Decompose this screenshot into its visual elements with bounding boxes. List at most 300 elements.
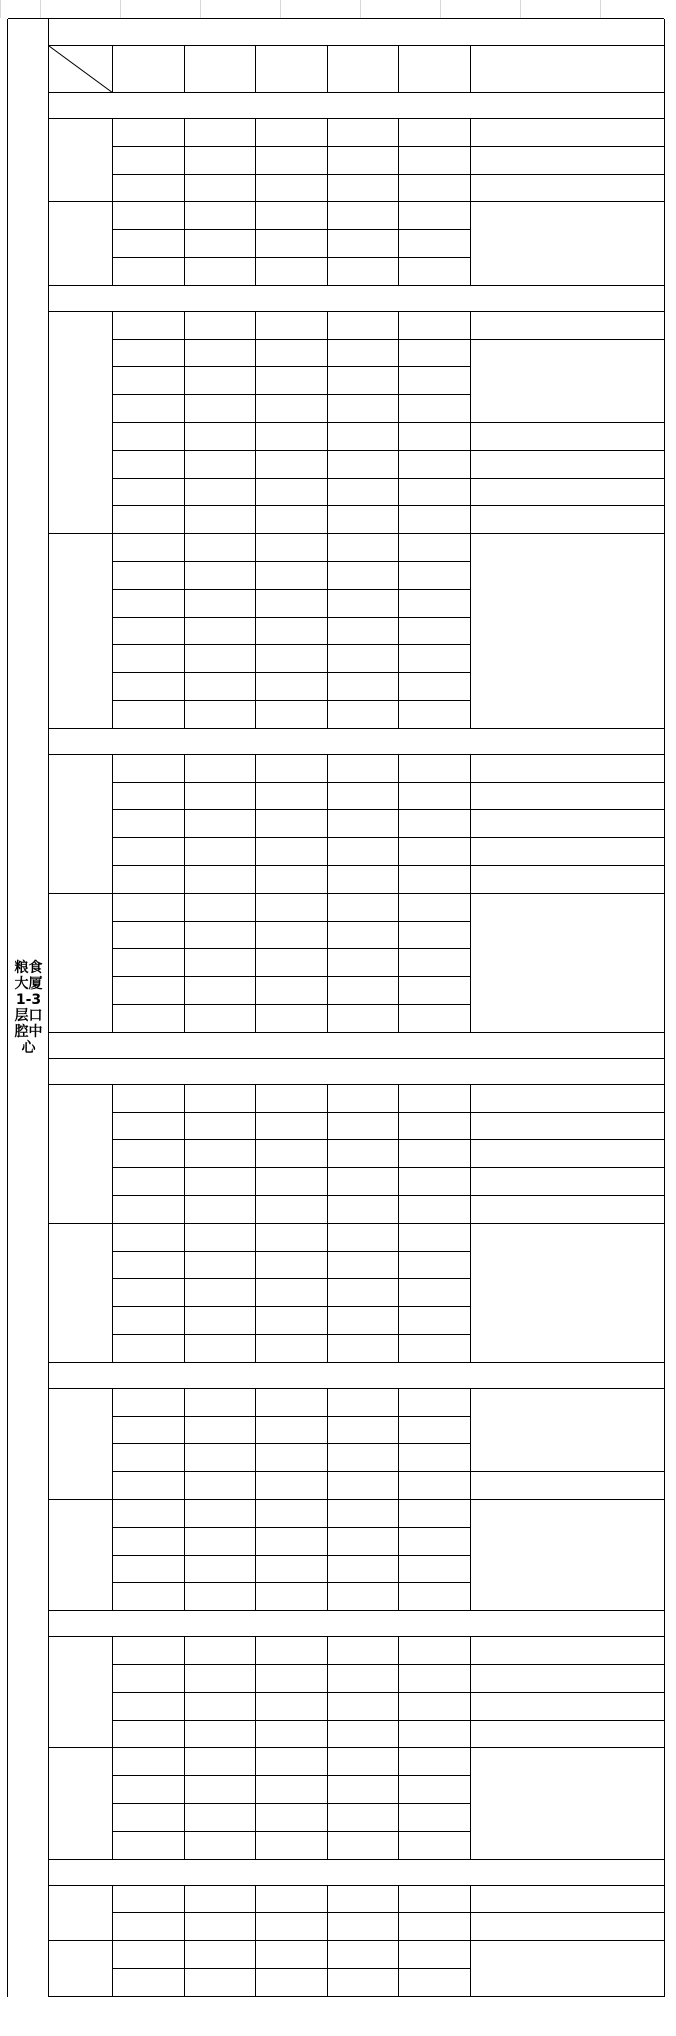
saturday-cell bbox=[471, 1721, 664, 1749]
doctor-cell bbox=[399, 1665, 471, 1693]
doctor-cell bbox=[399, 147, 471, 175]
doctor-cell bbox=[399, 1941, 471, 1969]
doctor-cell bbox=[399, 119, 471, 147]
grid-line bbox=[184, 312, 185, 534]
building-label-line: 腔中 bbox=[14, 1023, 43, 1040]
saturday-cell bbox=[471, 1113, 664, 1141]
grid-line bbox=[470, 534, 471, 729]
doctor-cell bbox=[185, 451, 257, 479]
grid-line bbox=[112, 1500, 113, 1611]
sheet-gridline bbox=[520, 0, 521, 18]
doctor-cell bbox=[399, 894, 471, 922]
doctor-cell bbox=[113, 1140, 185, 1168]
doctor-cell bbox=[399, 673, 471, 701]
doctor-cell bbox=[185, 147, 257, 175]
grid-line bbox=[184, 1941, 185, 1997]
saturday-cell bbox=[471, 1168, 664, 1196]
doctor-cell bbox=[113, 202, 185, 230]
grid-line bbox=[398, 312, 399, 534]
sheet-gridline bbox=[440, 0, 441, 18]
doctor-cell bbox=[185, 1307, 257, 1335]
doctor-cell bbox=[328, 1748, 400, 1776]
grid-line bbox=[327, 202, 328, 285]
doctor-cell bbox=[256, 810, 328, 838]
sheet-gridline bbox=[360, 0, 361, 18]
doctor-cell bbox=[328, 618, 400, 646]
doctor-cell bbox=[328, 894, 400, 922]
doctor-cell bbox=[399, 866, 471, 894]
period-label bbox=[49, 202, 113, 285]
doctor-cell bbox=[185, 1224, 257, 1252]
grid-line bbox=[184, 202, 185, 285]
doctor-cell bbox=[113, 147, 185, 175]
doctor-cell bbox=[399, 590, 471, 618]
doctor-cell bbox=[328, 312, 400, 340]
doctor-cell bbox=[399, 202, 471, 230]
doctor-cell bbox=[256, 1389, 328, 1417]
doctor-cell bbox=[256, 451, 328, 479]
sheet-gridline bbox=[200, 0, 201, 18]
doctor-cell bbox=[399, 1252, 471, 1280]
doctor-cell bbox=[185, 977, 257, 1005]
doctor-cell bbox=[185, 1556, 257, 1584]
doctor-cell bbox=[328, 1168, 400, 1196]
doctor-cell bbox=[328, 701, 400, 729]
building-label-line: 心 bbox=[21, 1040, 36, 1057]
doctor-cell bbox=[256, 147, 328, 175]
doctor-cell bbox=[113, 562, 185, 590]
doctor-cell bbox=[185, 1279, 257, 1307]
doctor-cell bbox=[185, 590, 257, 618]
doctor-cell bbox=[185, 838, 257, 866]
doctor-cell bbox=[328, 1693, 400, 1721]
doctor-cell bbox=[113, 1224, 185, 1252]
doctor-cell bbox=[113, 866, 185, 894]
doctor-cell bbox=[399, 1832, 471, 1860]
grid-line bbox=[184, 119, 185, 202]
doctor-cell bbox=[399, 1556, 471, 1584]
doctor-cell bbox=[399, 423, 471, 451]
doctor-cell bbox=[399, 1417, 471, 1445]
grid-line bbox=[470, 755, 471, 894]
doctor-cell bbox=[328, 755, 400, 783]
grid-line bbox=[112, 1886, 113, 1942]
grid-line bbox=[255, 1500, 256, 1611]
grid-line bbox=[327, 119, 328, 202]
doctor-cell bbox=[328, 1417, 400, 1445]
grid-line bbox=[470, 119, 471, 202]
doctor-cell bbox=[256, 645, 328, 673]
doctor-cell bbox=[328, 1140, 400, 1168]
doctor-cell bbox=[185, 1252, 257, 1280]
period-label bbox=[49, 1886, 113, 1942]
doctor-cell bbox=[256, 1140, 328, 1168]
doctor-cell bbox=[328, 1085, 400, 1113]
doctor-cell bbox=[328, 562, 400, 590]
saturday-cell bbox=[471, 1886, 664, 1914]
doctor-cell bbox=[113, 1583, 185, 1611]
period-label bbox=[49, 534, 113, 729]
doctor-cell bbox=[328, 1969, 400, 1997]
saturday-cell bbox=[471, 783, 664, 811]
doctor-cell bbox=[328, 1665, 400, 1693]
doctor-cell bbox=[399, 1196, 471, 1224]
doctor-cell bbox=[185, 423, 257, 451]
doctor-cell bbox=[113, 922, 185, 950]
doctor-cell bbox=[328, 1637, 400, 1665]
building-label-line: 粮食 bbox=[14, 959, 43, 976]
grid-line bbox=[398, 1637, 399, 1748]
doctor-cell bbox=[328, 395, 400, 423]
building-label-line: 1-3 bbox=[15, 991, 42, 1008]
grid-line bbox=[398, 1389, 399, 1500]
doctor-cell bbox=[113, 1335, 185, 1363]
grid-line bbox=[112, 119, 113, 202]
doctor-cell bbox=[113, 618, 185, 646]
doctor-cell bbox=[113, 367, 185, 395]
doctor-cell bbox=[113, 230, 185, 258]
saturday-cell bbox=[471, 479, 664, 507]
doctor-cell bbox=[113, 1500, 185, 1528]
doctor-cell bbox=[113, 506, 185, 534]
doctor-cell bbox=[113, 755, 185, 783]
doctor-cell bbox=[113, 1748, 185, 1776]
doctor-cell bbox=[256, 423, 328, 451]
doctor-cell bbox=[328, 1113, 400, 1141]
doctor-cell bbox=[399, 1279, 471, 1307]
grid-line bbox=[184, 1389, 185, 1500]
doctor-cell bbox=[256, 1335, 328, 1363]
grid-line bbox=[470, 1224, 471, 1363]
doctor-cell bbox=[113, 451, 185, 479]
doctor-cell bbox=[256, 1085, 328, 1113]
day-header-3 bbox=[256, 46, 328, 93]
doctor-cell bbox=[256, 1307, 328, 1335]
doctor-cell bbox=[328, 1528, 400, 1556]
doctor-cell bbox=[399, 1583, 471, 1611]
doctor-cell bbox=[256, 258, 328, 286]
doctor-cell bbox=[328, 175, 400, 203]
doctor-cell bbox=[185, 1748, 257, 1776]
doctor-cell bbox=[256, 1941, 328, 1969]
doctor-cell bbox=[328, 922, 400, 950]
grid-line bbox=[327, 755, 328, 894]
saturday-cell bbox=[471, 147, 664, 175]
doctor-cell bbox=[399, 1913, 471, 1941]
grid-line bbox=[470, 1748, 471, 1859]
doctor-cell bbox=[185, 534, 257, 562]
doctor-cell bbox=[328, 866, 400, 894]
grid-line bbox=[184, 755, 185, 894]
doctor-cell bbox=[399, 1168, 471, 1196]
doctor-cell bbox=[256, 1005, 328, 1033]
grid-line bbox=[255, 1748, 256, 1859]
doctor-cell bbox=[185, 367, 257, 395]
doctor-cell bbox=[185, 1913, 257, 1941]
department-title bbox=[49, 1363, 664, 1389]
period-label bbox=[49, 1085, 113, 1224]
doctor-cell bbox=[113, 534, 185, 562]
doctor-cell bbox=[328, 810, 400, 838]
doctor-cell bbox=[399, 645, 471, 673]
sheet-gridline bbox=[0, 0, 1, 18]
doctor-cell bbox=[256, 701, 328, 729]
department-title bbox=[49, 729, 664, 755]
grid-line bbox=[255, 1085, 256, 1224]
doctor-cell bbox=[185, 922, 257, 950]
saturday-cell bbox=[471, 395, 664, 423]
doctor-cell bbox=[399, 1721, 471, 1749]
doctor-cell bbox=[328, 1804, 400, 1832]
doctor-cell bbox=[328, 1941, 400, 1969]
doctor-cell bbox=[399, 1804, 471, 1832]
doctor-cell bbox=[256, 340, 328, 368]
doctor-cell bbox=[113, 1389, 185, 1417]
grid-line bbox=[255, 1941, 256, 1997]
doctor-cell bbox=[113, 1913, 185, 1941]
doctor-cell bbox=[328, 506, 400, 534]
doctor-cell bbox=[113, 1886, 185, 1914]
sheet-gridline bbox=[600, 0, 601, 18]
doctor-cell bbox=[256, 755, 328, 783]
saturday-cell bbox=[471, 1693, 664, 1721]
grid-line bbox=[112, 1389, 113, 1500]
saturday-cell bbox=[471, 1085, 664, 1113]
period-label bbox=[49, 894, 113, 1033]
doctor-cell bbox=[328, 1583, 400, 1611]
doctor-cell bbox=[256, 1168, 328, 1196]
period-label bbox=[49, 1941, 113, 1997]
doctor-cell bbox=[328, 1389, 400, 1417]
grid-line bbox=[470, 1886, 471, 1942]
doctor-cell bbox=[113, 479, 185, 507]
doctor-cell bbox=[185, 1113, 257, 1141]
period-label bbox=[49, 755, 113, 894]
doctor-cell bbox=[113, 810, 185, 838]
grid-line bbox=[184, 1748, 185, 1859]
saturday-cell bbox=[471, 1140, 664, 1168]
doctor-cell bbox=[399, 1389, 471, 1417]
floor-header bbox=[49, 1033, 664, 1059]
doctor-cell bbox=[256, 1417, 328, 1445]
doctor-cell bbox=[399, 175, 471, 203]
doctor-cell bbox=[113, 423, 185, 451]
doctor-cell bbox=[399, 1886, 471, 1914]
doctor-cell bbox=[399, 506, 471, 534]
grid-line bbox=[112, 1748, 113, 1859]
doctor-cell bbox=[256, 1444, 328, 1472]
grid-line bbox=[327, 1637, 328, 1748]
doctor-cell bbox=[185, 1444, 257, 1472]
doctor-cell bbox=[256, 562, 328, 590]
doctor-cell bbox=[113, 1804, 185, 1832]
doctor-cell bbox=[113, 1665, 185, 1693]
day-header-2 bbox=[185, 46, 257, 93]
grid-line bbox=[112, 1941, 113, 1997]
doctor-cell bbox=[185, 230, 257, 258]
doctor-cell bbox=[256, 1776, 328, 1804]
doctor-cell bbox=[399, 451, 471, 479]
header-corner-diagonal bbox=[49, 46, 113, 93]
doctor-cell bbox=[328, 673, 400, 701]
doctor-cell bbox=[185, 894, 257, 922]
doctor-cell bbox=[328, 977, 400, 1005]
doctor-cell bbox=[256, 1472, 328, 1500]
doctor-cell bbox=[256, 202, 328, 230]
grid-line bbox=[112, 534, 113, 729]
doctor-cell bbox=[113, 1832, 185, 1860]
doctor-cell bbox=[399, 1748, 471, 1776]
doctor-cell bbox=[399, 838, 471, 866]
building-label-line: 层口 bbox=[14, 1007, 43, 1024]
grid-line bbox=[398, 1886, 399, 1942]
doctor-cell bbox=[113, 1085, 185, 1113]
doctor-cell bbox=[328, 645, 400, 673]
grid-line bbox=[112, 1224, 113, 1363]
doctor-cell bbox=[256, 534, 328, 562]
doctor-cell bbox=[113, 645, 185, 673]
doctor-cell bbox=[328, 202, 400, 230]
grid-line bbox=[398, 1941, 399, 1997]
building-label-line: 大厦 bbox=[14, 975, 43, 992]
doctor-cell bbox=[185, 1168, 257, 1196]
doctor-cell bbox=[113, 838, 185, 866]
doctor-cell bbox=[399, 701, 471, 729]
grid-line bbox=[470, 1500, 471, 1611]
doctor-cell bbox=[256, 783, 328, 811]
doctor-cell bbox=[113, 1168, 185, 1196]
period-label bbox=[49, 312, 113, 534]
doctor-cell bbox=[113, 119, 185, 147]
saturday-cell bbox=[471, 1665, 664, 1693]
doctor-cell bbox=[328, 783, 400, 811]
grid-line bbox=[255, 1224, 256, 1363]
doctor-cell bbox=[185, 1969, 257, 1997]
sheet-gridline bbox=[40, 0, 41, 18]
grid-line bbox=[184, 1500, 185, 1611]
grid-line bbox=[327, 46, 328, 93]
grid-line bbox=[255, 534, 256, 729]
doctor-cell bbox=[185, 1665, 257, 1693]
doctor-cell bbox=[328, 1886, 400, 1914]
doctor-cell bbox=[399, 1085, 471, 1113]
grid-line bbox=[112, 894, 113, 1033]
grid-line bbox=[398, 1500, 399, 1611]
doctor-cell bbox=[256, 1279, 328, 1307]
doctor-cell bbox=[256, 1196, 328, 1224]
doctor-cell bbox=[328, 230, 400, 258]
doctor-cell bbox=[399, 312, 471, 340]
doctor-cell bbox=[185, 312, 257, 340]
doctor-cell bbox=[399, 562, 471, 590]
doctor-cell bbox=[185, 1637, 257, 1665]
doctor-cell bbox=[256, 977, 328, 1005]
doctor-cell bbox=[256, 119, 328, 147]
grid-line bbox=[470, 1085, 471, 1224]
doctor-cell bbox=[399, 949, 471, 977]
doctor-cell bbox=[328, 1832, 400, 1860]
doctor-cell bbox=[113, 1556, 185, 1584]
doctor-cell bbox=[399, 1637, 471, 1665]
grid-line bbox=[255, 119, 256, 202]
doctor-cell bbox=[185, 866, 257, 894]
saturday-cell bbox=[471, 810, 664, 838]
doctor-cell bbox=[113, 312, 185, 340]
doctor-cell bbox=[256, 1665, 328, 1693]
doctor-cell bbox=[399, 1472, 471, 1500]
saturday-cell bbox=[471, 423, 664, 451]
doctor-cell bbox=[185, 810, 257, 838]
doctor-cell bbox=[328, 423, 400, 451]
doctor-cell bbox=[113, 1776, 185, 1804]
doctor-cell bbox=[256, 1556, 328, 1584]
doctor-cell bbox=[256, 1224, 328, 1252]
doctor-cell bbox=[328, 1252, 400, 1280]
doctor-cell bbox=[256, 312, 328, 340]
doctor-cell bbox=[256, 922, 328, 950]
doctor-cell bbox=[185, 618, 257, 646]
doctor-cell bbox=[399, 1693, 471, 1721]
doctor-cell bbox=[113, 1417, 185, 1445]
doctor-cell bbox=[328, 949, 400, 977]
doctor-cell bbox=[113, 1941, 185, 1969]
doctor-cell bbox=[256, 230, 328, 258]
doctor-cell bbox=[185, 645, 257, 673]
grid-line bbox=[184, 1224, 185, 1363]
doctor-cell bbox=[113, 1279, 185, 1307]
doctor-cell bbox=[185, 1886, 257, 1914]
doctor-cell bbox=[399, 367, 471, 395]
doctor-cell bbox=[185, 1335, 257, 1363]
grid-line bbox=[470, 1389, 471, 1500]
doctor-cell bbox=[113, 1721, 185, 1749]
doctor-cell bbox=[256, 1252, 328, 1280]
grid-line bbox=[255, 755, 256, 894]
doctor-cell bbox=[256, 1637, 328, 1665]
saturday-cell bbox=[471, 451, 664, 479]
grid-line bbox=[184, 1637, 185, 1748]
saturday-cell bbox=[471, 1444, 664, 1472]
doctor-cell bbox=[256, 1693, 328, 1721]
doctor-cell bbox=[328, 258, 400, 286]
saturday-cell bbox=[471, 866, 664, 894]
doctor-cell bbox=[113, 783, 185, 811]
grid-line bbox=[255, 894, 256, 1033]
doctor-cell bbox=[256, 673, 328, 701]
doctor-cell bbox=[185, 258, 257, 286]
doctor-cell bbox=[113, 1196, 185, 1224]
grid-line bbox=[112, 1637, 113, 1748]
doctor-cell bbox=[399, 755, 471, 783]
doctor-cell bbox=[185, 1196, 257, 1224]
doctor-cell bbox=[113, 590, 185, 618]
doctor-cell bbox=[399, 1776, 471, 1804]
building-label bbox=[8, 19, 49, 1997]
doctor-cell bbox=[185, 1776, 257, 1804]
doctor-cell bbox=[256, 1804, 328, 1832]
doctor-cell bbox=[399, 1140, 471, 1168]
doctor-cell bbox=[399, 810, 471, 838]
doctor-cell bbox=[256, 1113, 328, 1141]
doctor-cell bbox=[399, 783, 471, 811]
doctor-cell bbox=[328, 1005, 400, 1033]
doctor-cell bbox=[399, 1113, 471, 1141]
doctor-cell bbox=[399, 1335, 471, 1363]
doctor-cell bbox=[328, 119, 400, 147]
doctor-cell bbox=[113, 1307, 185, 1335]
doctor-cell bbox=[256, 838, 328, 866]
doctor-cell bbox=[328, 838, 400, 866]
